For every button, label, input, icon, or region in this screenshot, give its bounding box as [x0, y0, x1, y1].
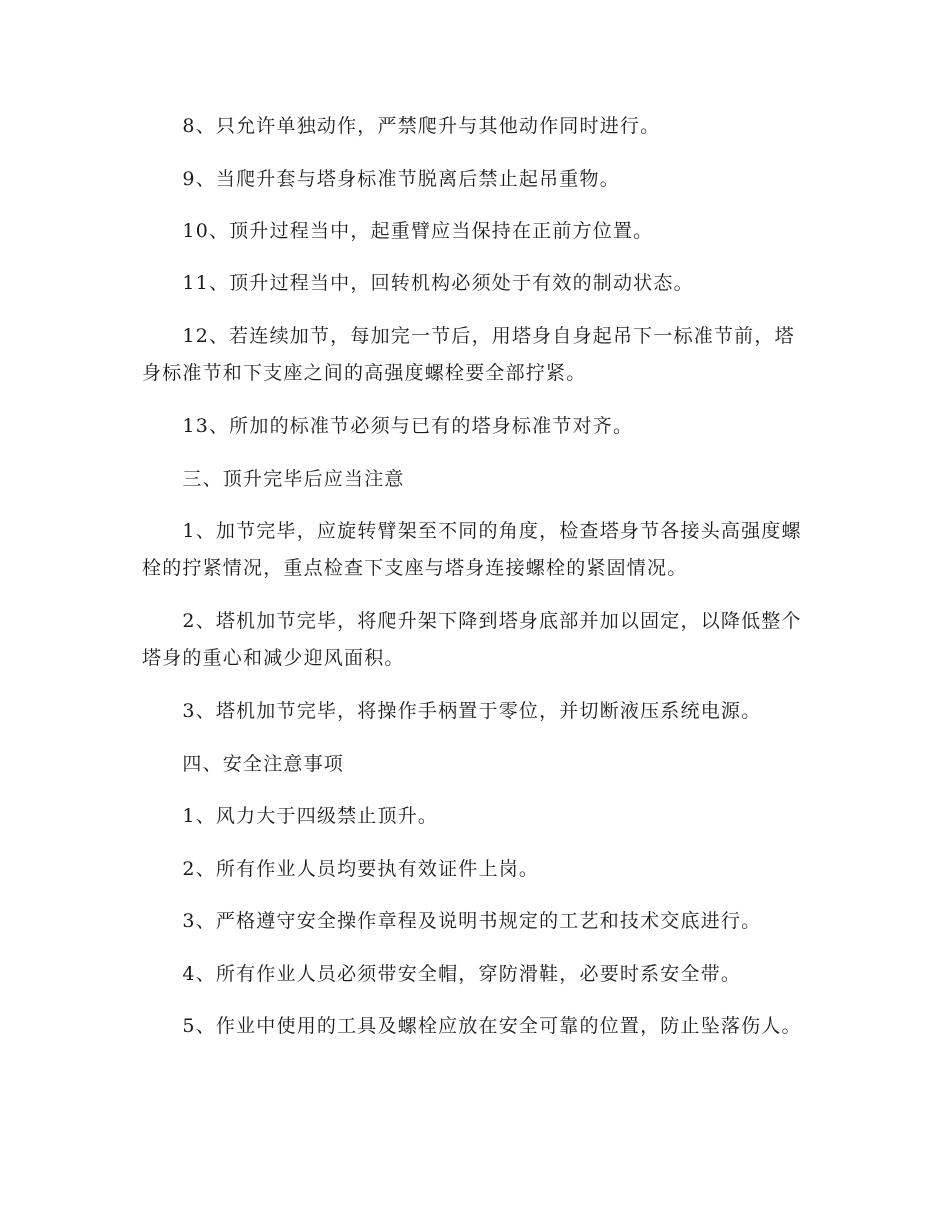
paragraph-rule-13: 13、所加的标准节必须与已有的塔身标准节对齐。	[142, 415, 634, 437]
paragraph-section3-item-3: 3、塔机加节完毕，将操作手柄置于零位，并切断液压系统电源。	[142, 700, 762, 722]
paragraph-rule-10: 10、顶升过程当中，起重臂应当保持在正前方位置。	[142, 220, 654, 242]
paragraph-section4-item-1: 1、风力大于四级禁止顶升。	[142, 805, 439, 827]
paragraph-section4-item-3: 3、严格遵守安全操作章程及说明书规定的工艺和技术交底进行。	[142, 910, 762, 932]
paragraph-section4-item-5: 5、作业中使用的工具及螺栓应放在安全可靠的位置，防止坠落伤人。	[142, 1015, 802, 1037]
paragraph-rule-9: 9、当爬升套与塔身标准节脱离后禁止起吊重物。	[142, 168, 620, 190]
paragraph-section4-item-4: 4、所有作业人员必须带安全帽，穿防滑鞋，必要时系安全带。	[142, 963, 742, 985]
paragraph-section4-item-2: 2、所有作业人员均要执有效证件上岗。	[142, 858, 540, 880]
paragraph-section3-item-2: 2、塔机加节完毕，将爬升架下降到塔身底部并加以固定，以降低整个塔身的重心和减少迎风面积。	[142, 610, 802, 669]
paragraph-section3-item-1: 1、加节完毕，应旋转臂架至不同的角度，检查塔身节各接头高强度螺栓的拧紧情况，重点检查下支座与塔身连接螺栓的紧固情况。	[142, 520, 802, 579]
section-heading-4: 四、安全注意事项	[142, 753, 345, 775]
paragraph-rule-8: 8、只允许单独动作，严禁爬升与其他动作同时进行。	[142, 115, 661, 137]
section-heading-3: 三、顶升完毕后应当注意	[142, 468, 405, 490]
paragraph-rule-12: 12、若连续加节，每加完一节后，用塔身自身起吊下一标准节前，塔身标准节和下支座之间的高强度螺栓要全部拧紧。	[142, 325, 795, 384]
paragraph-rule-11: 11、顶升过程当中，回转机构必须处于有效的制动状态。	[142, 272, 694, 294]
